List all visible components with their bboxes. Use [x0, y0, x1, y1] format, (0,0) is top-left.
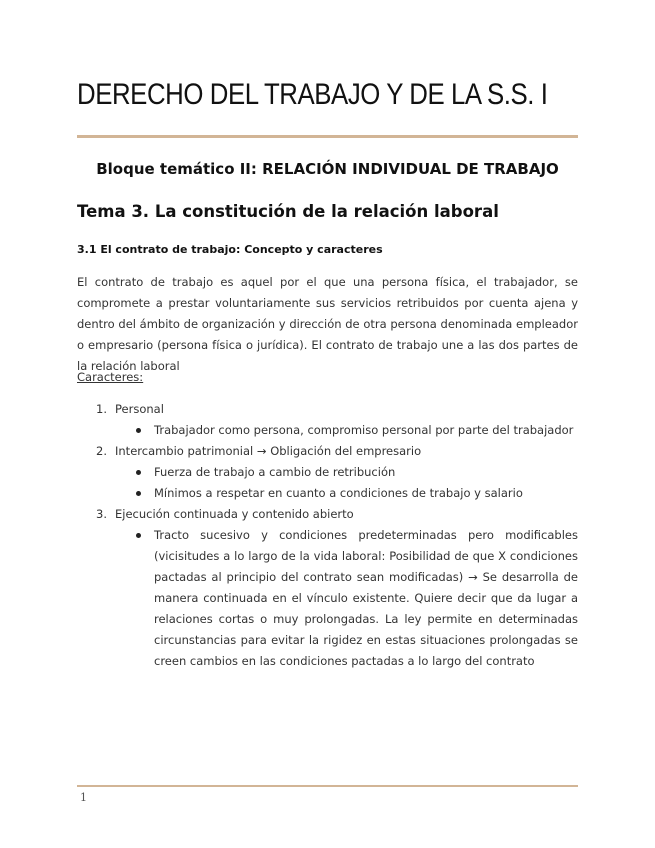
- tema-title: Tema 3. La constitución de la relación laboral: [77, 202, 499, 221]
- list-item-label: Personal: [115, 402, 164, 416]
- definition-paragraph: El contrato de trabajo es aquel por el que una persona física, el trabajador, se compromete a prestar voluntariamente sus servicios retribuidos por cuenta ajena y dentro del ámbito de organización y dirección de otra persona denominada empleador o empresario (persona física o jurídica). El contrato de trabajo une a las dos partes de la relación laboral: [77, 275, 578, 373]
- list-item-label: Ejecución continuada y contenido abierto: [115, 507, 354, 521]
- block-title: Bloque temático II: RELACIÓN INDIVIDUAL DE TRABAJO: [96, 160, 559, 178]
- list-item: [0, 504, 655, 525]
- page-number: 1: [80, 791, 87, 804]
- title-divider: [77, 135, 578, 138]
- list-item-label: Intercambio patrimonial → Obligación del empresario: [115, 444, 422, 458]
- sub-list-item: [0, 483, 578, 504]
- document-title: DERECHO DEL TRABAJO Y DE LA S.S. I: [77, 78, 548, 111]
- sub-list-item-text: Mínimos a respetar en cuanto a condiciones de trabajo y salario: [154, 486, 523, 500]
- list-item: [0, 399, 655, 420]
- caracteres-label: Caracteres:: [77, 370, 144, 384]
- sub-list-item-text: Fuerza de trabajo a cambio de retribución: [154, 465, 396, 479]
- list-item-number: 3.: [96, 507, 107, 521]
- section-title: 3.1 El contrato de trabajo: Concepto y caracteres: [77, 243, 383, 256]
- bullet-icon: [136, 533, 141, 538]
- sub-list-item-text: Tracto sucesivo y condiciones predeterminadas pero modificables (vicisitudes a lo largo de la vida laboral: Posibilidad de que X condiciones pactadas al principio del contrato sean modificadas) → Se desarrolla de manera continuada en el vínculo existente. Quiere decir que da lugar a relaciones cortas o muy prolongadas. La ley permite en determinadas circunstancias para evitar la rigidez en estas situaciones prolongadas se creen cambios en las condiciones pactadas a lo largo del contrato: [154, 528, 578, 668]
- bullet-icon: [136, 428, 141, 433]
- bullet-icon: [136, 491, 141, 496]
- sub-list-item-text: Trabajador como persona, compromiso personal por parte del trabajador: [154, 423, 574, 437]
- list-item-number: 1.: [96, 402, 107, 416]
- caracteres-list: [0, 399, 655, 672]
- footer-divider: [77, 785, 578, 787]
- list-item-number: 2.: [96, 444, 107, 458]
- list-item: [0, 441, 655, 462]
- sub-list-item: [0, 420, 578, 441]
- sub-list-item: [0, 462, 578, 483]
- sub-list-item: [0, 525, 578, 672]
- bullet-icon: [136, 470, 141, 475]
